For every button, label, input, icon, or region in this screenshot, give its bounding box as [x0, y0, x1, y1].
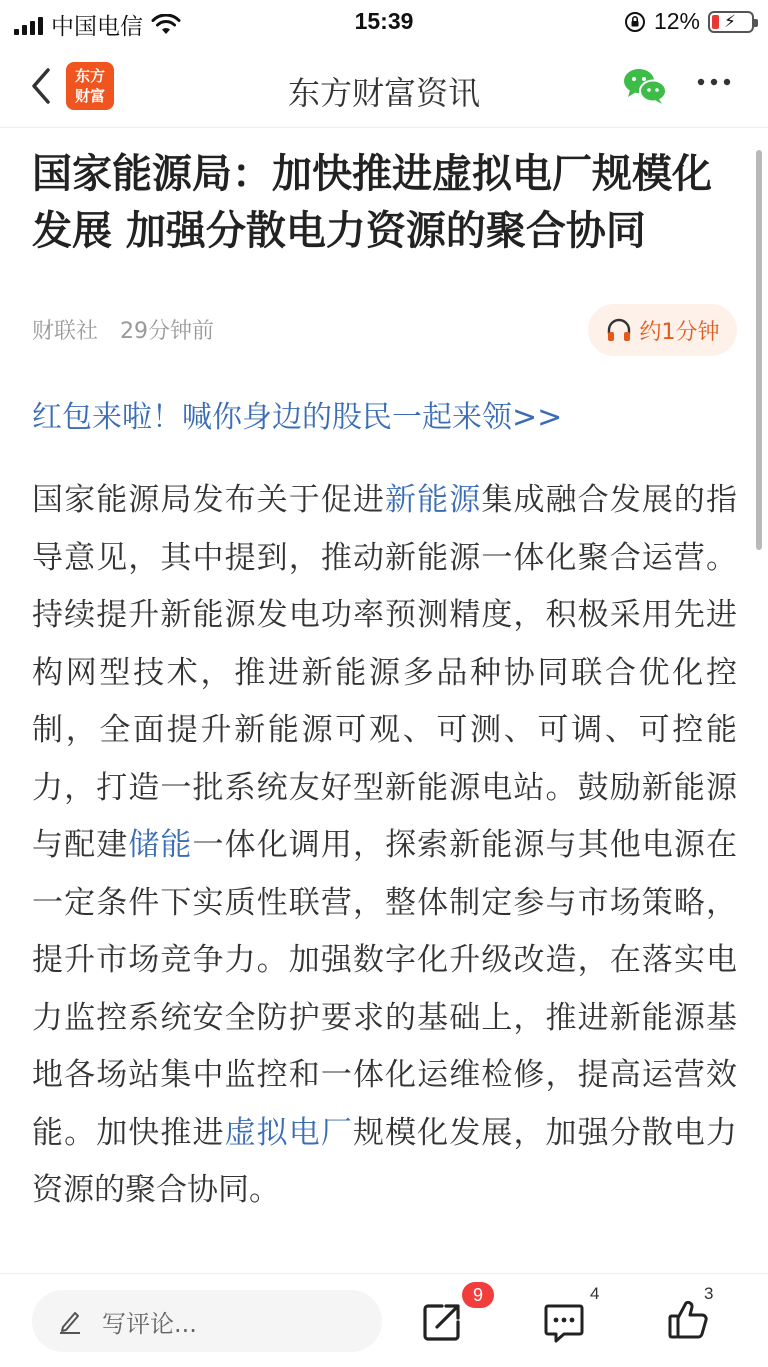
clock: 15:39: [354, 8, 414, 34]
article-body: [32, 472, 737, 1220]
listen-button[interactable]: [588, 304, 737, 356]
more-dots-icon: [696, 72, 732, 92]
comments-button[interactable]: [542, 1300, 586, 1344]
body-text-1: 国家能源局发布关于促进: [32, 482, 386, 518]
wechat-icon: [622, 66, 668, 106]
body-text-4: 规模化发展，加强分散电力资源的聚合协同。: [32, 1114, 738, 1208]
body-text-3: 一体化调用，探索新能源与其他电源在一定条件下实质性联营，整体制定参与市场策略，提升市场竞争力。加强数字化升级改造，在落实电力监控系统安全防护要求的基础上，推进新能源基地各场站集中监控和一体化运维检修，提高运营效能。加快推进: [32, 827, 738, 1151]
page-title: 东方财富资讯: [287, 74, 480, 112]
article-time: 29分钟前: [120, 319, 215, 344]
share-icon: [420, 1300, 464, 1344]
logo-line-2: 财富: [74, 87, 105, 105]
bottom-toolbar: [0, 1273, 768, 1367]
comment-bubble-icon: [542, 1300, 586, 1344]
like-count: 3: [704, 1284, 714, 1303]
scrollbar[interactable]: [756, 150, 762, 550]
logo-line-1: 东方: [74, 67, 105, 85]
comment-placeholder: 写评论...: [102, 1309, 197, 1338]
comment-count: 4: [590, 1284, 600, 1303]
share-button[interactable]: [420, 1300, 464, 1344]
share-badge: 9: [462, 1282, 494, 1308]
thumbs-up-icon: [666, 1298, 710, 1342]
carrier-label: 中国电信: [51, 14, 143, 40]
wechat-share-button[interactable]: [622, 66, 668, 106]
promo-link[interactable]: 红包来啦！喊你身边的股民一起来领>>: [32, 400, 563, 435]
more-button[interactable]: [696, 72, 736, 102]
article-meta: [32, 314, 214, 345]
status-bar: [0, 0, 768, 44]
like-button[interactable]: [666, 1298, 710, 1342]
article-headline: 国家能源局：加快推进虚拟电厂规模化发展 加强分散电力资源的聚合协同: [32, 151, 712, 254]
nav-bar: [0, 48, 768, 128]
orientation-lock-icon: [624, 11, 646, 33]
keyword-link-new-energy[interactable]: 新能源: [385, 482, 482, 518]
comment-input[interactable]: [32, 1290, 382, 1352]
pencil-icon: [58, 1308, 82, 1334]
status-right: [624, 8, 754, 35]
body-text-2: 集成融合发展的指导意见，其中提到，推动新能源一体化聚合运营。持续提升新能源发电功率预测精度，积极采用先进构网型技术，推进新能源多品种协同联合优化控制，全面提升新能源可观、可测、可调、可控能力，打造一批系统友好型新能源电站。鼓励新能源与配建: [32, 482, 738, 863]
keyword-link-virtual-power-plant[interactable]: 虚拟电厂: [224, 1114, 353, 1151]
battery-percent: 12%: [653, 8, 700, 34]
article-source: 财联社: [32, 319, 99, 344]
listen-duration: 约1分钟: [639, 319, 720, 345]
headphones-icon: [606, 318, 632, 342]
keyword-link-energy-storage[interactable]: 储能: [128, 827, 193, 863]
battery-icon: ⚡: [708, 11, 754, 33]
